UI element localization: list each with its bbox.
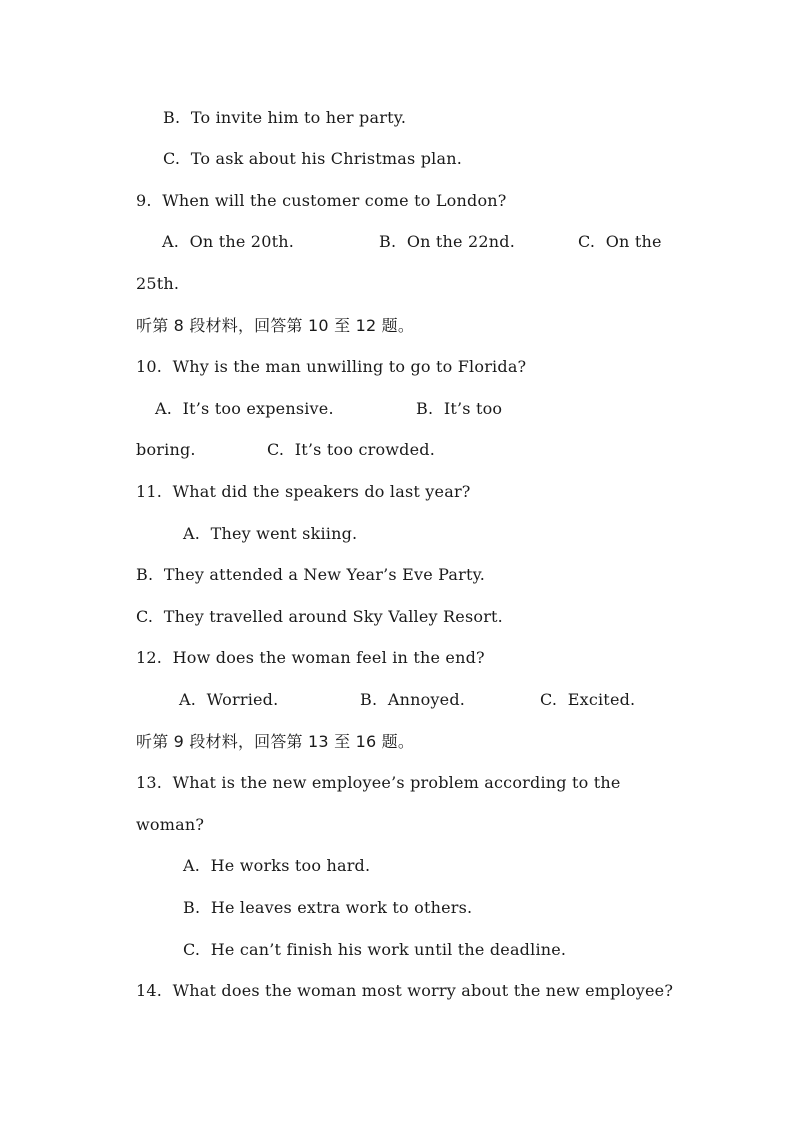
q11-question: 11. What did the speakers do last year? — [136, 482, 471, 501]
q13-option-c: C. He can’t finish his work until the deadline. — [183, 940, 567, 959]
q8-option-c: C. To ask about his Christmas plan. — [163, 149, 463, 168]
q9-question: 9. When will the customer come to London? — [136, 191, 507, 210]
q13-option-a: A. He works too hard. — [183, 856, 371, 875]
q10-option-a: A. It’s too expensive. — [155, 399, 334, 418]
q12-option-c: C. Excited. — [540, 690, 636, 709]
q14-question: 14. What does the woman most worry about the new employee? — [136, 981, 674, 1000]
q10-option-c: C. It’s too crowded. — [267, 440, 436, 459]
q12-question: 12. How does the woman feel in the end? — [136, 648, 485, 667]
q11-option-b: B. They attended a New Year’s Eve Party. — [136, 565, 486, 584]
q10-question: 10. Why is the man unwilling to go to Florida? — [136, 357, 527, 376]
q9-option-b: B. On the 22nd. — [379, 232, 516, 251]
q12-option-a: A. Worried. — [179, 690, 279, 709]
q9-option-a: A. On the 20th. — [162, 232, 294, 251]
section-9-heading: 听第 9 段材料，回答第 13 至 16 题。 — [136, 732, 415, 751]
q10-option-b-continued: boring. — [136, 440, 196, 459]
q9-option-c: C. On the — [578, 232, 662, 251]
q13-question-continued: woman? — [136, 815, 205, 834]
q11-option-c: C. They travelled around Sky Valley Resort. — [136, 607, 503, 626]
q12-option-b: B. Annoyed. — [360, 690, 466, 709]
q10-option-b: B. It’s too — [416, 399, 503, 418]
q8-option-b: B. To invite him to her party. — [163, 108, 407, 127]
q13-question: 13. What is the new employee’s problem according to the — [136, 773, 621, 792]
q9-option-c-continued: 25th. — [136, 274, 180, 293]
section-8-heading: 听第 8 段材料，回答第 10 至 12 题。 — [136, 316, 415, 335]
q11-option-a: A. They went skiing. — [183, 524, 358, 543]
q13-option-b: B. He leaves extra work to others. — [183, 898, 473, 917]
